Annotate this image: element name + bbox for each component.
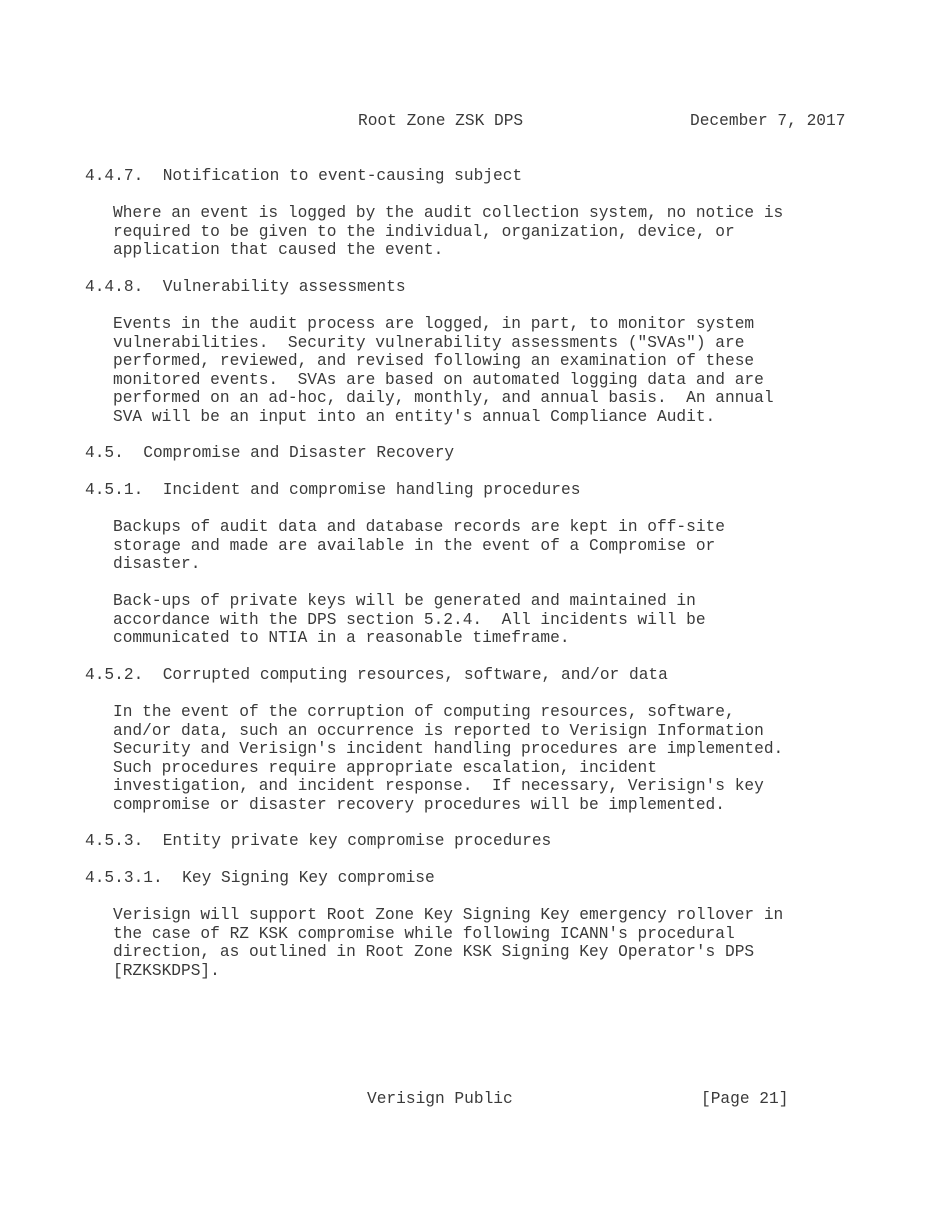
paragraph-line: performed on an ad-hoc, daily, monthly, and annual basis. An annual (113, 389, 774, 407)
header-title: Root Zone ZSK DPS (358, 112, 524, 130)
paragraph-line: Where an event is logged by the audit collection system, no notice is (113, 204, 784, 222)
section-heading: 4.5.3.1. Key Signing Key compromise (85, 869, 435, 887)
paragraph-line: Such procedures require appropriate escalation, incident (113, 758, 657, 777)
paragraph-line: application that caused the event. (113, 241, 444, 259)
paragraph-line: In the event of the corruption of computing resources, software, (113, 703, 735, 721)
paragraph-line: Verisign will support Root Zone Key Signing Key emergency rollover in (113, 906, 784, 924)
section-heading: 4.5.3. Entity private key compromise procedures (85, 832, 552, 850)
header-date: December 7, 2017 (690, 112, 846, 130)
paragraph-line: compromise or disaster recovery procedures will be implemented. (113, 795, 725, 814)
paragraph-line: disaster. (113, 555, 201, 573)
paragraph-line: vulnerabilities. Security vulnerability assessments ("SVAs") are (113, 333, 745, 352)
footer-page-number: [Page 21] (701, 1090, 789, 1108)
paragraph-line: monitored events. SVAs are based on automated logging data and are (113, 370, 764, 389)
paragraph-line: performed, reviewed, and revised following an examination of these (113, 352, 755, 370)
section-heading: 4.4.8. Vulnerability assessments (85, 278, 406, 296)
section-heading: 4.5.1. Incident and compromise handling procedures (85, 481, 581, 499)
paragraph-line: required to be given to the individual, organization, device, or (113, 222, 735, 241)
section-heading: 4.4.7. Notification to event-causing subject (85, 167, 523, 185)
paragraph-line: and/or data, such an occurrence is reported to Verisign Information (113, 721, 764, 740)
paragraph-line: storage and made are available in the event of a Compromise or (113, 536, 716, 555)
paragraph-line: Security and Verisign's incident handling procedures are implemented. (113, 740, 784, 758)
paragraph-line: Back-ups of private keys will be generated and maintained in (113, 592, 696, 610)
paragraph-line: investigation, and incident response. If necessary, Verisign's key (113, 777, 764, 795)
paragraph-line: SVA will be an input into an entity's annual Compliance Audit. (113, 407, 716, 426)
section-heading: 4.5. Compromise and Disaster Recovery (85, 444, 455, 462)
paragraph-line: Events in the audit process are logged, in part, to monitor system (113, 315, 755, 333)
section-heading: 4.5.2. Corrupted computing resources, software, and/or data (85, 666, 668, 684)
footer-label: Verisign Public (367, 1090, 513, 1108)
paragraph-line: direction, as outlined in Root Zone KSK Signing Key Operator's DPS (113, 943, 755, 961)
paragraph-line: communicated to NTIA in a reasonable timeframe. (113, 629, 570, 647)
paragraph-line: Backups of audit data and database records are kept in off-site (113, 518, 725, 536)
paragraph-line: the case of RZ KSK compromise while following ICANN's procedural (113, 924, 735, 943)
paragraph-line: [RZKSKDPS]. (113, 961, 220, 980)
paragraph-line: accordance with the DPS section 5.2.4. All incidents will be (113, 610, 706, 629)
